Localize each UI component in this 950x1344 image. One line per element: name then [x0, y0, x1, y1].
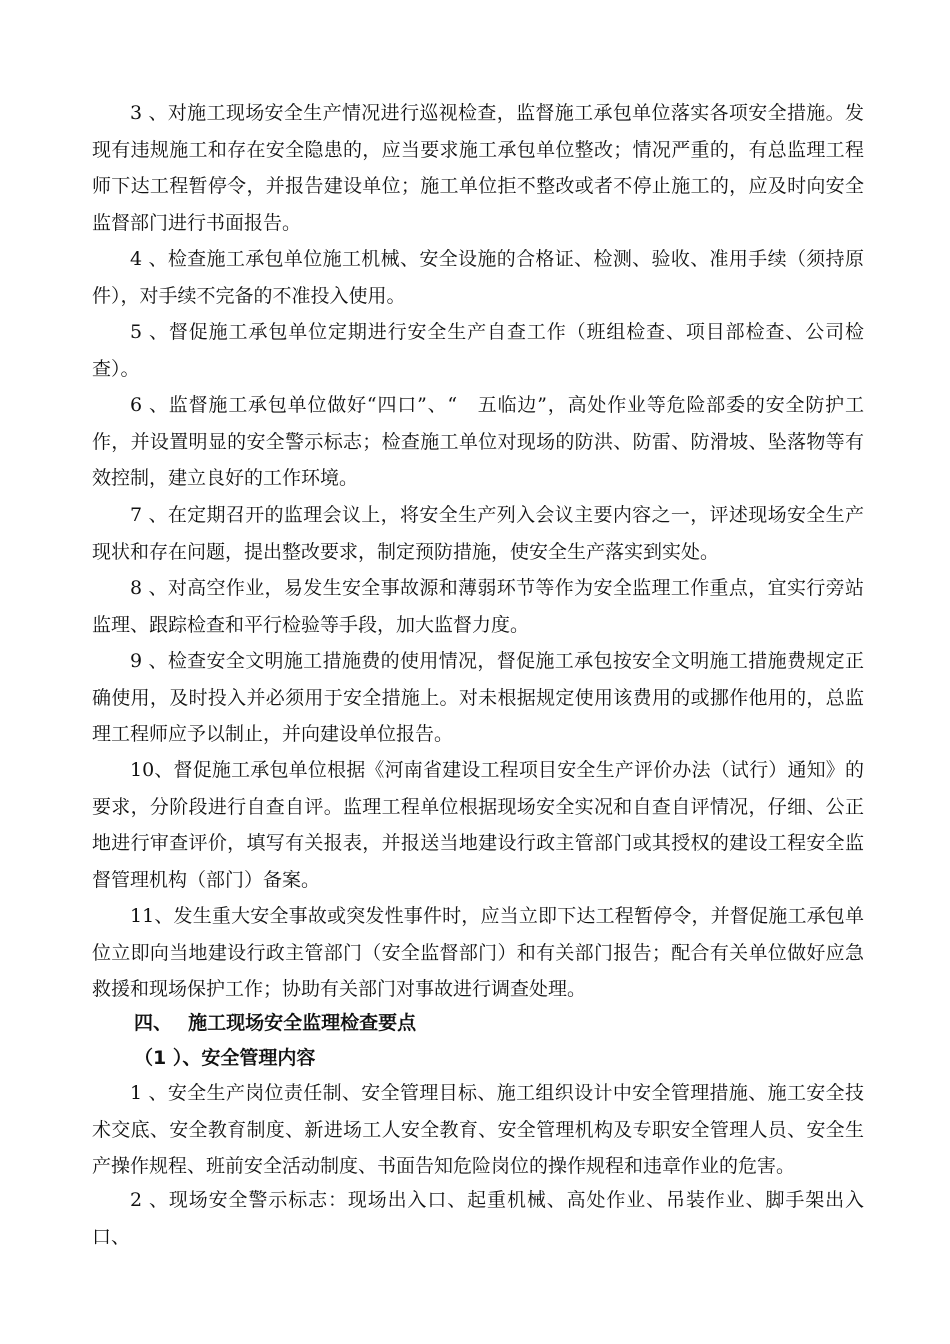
paragraph-item-8: 8 、对高空作业，易发生安全事故源和薄弱环节等作为安全监理工作重点，宜实行旁站监理、跟踪检查和平行检验等手段，加大监督力度。	[92, 577, 864, 636]
subsection-heading: （1 ）、安全管理内容	[134, 1047, 316, 1069]
paragraph-item-9: 9 、检查安全文明施工措施费的使用情况，督促施工承包按安全文明施工措施费规定正确使用，及时投入并必须用于安全措施上。对未根据规定使用该费用的或挪作他用的，总监理工程师应予以制止，并向建设单位报告。	[92, 650, 864, 745]
paragraph-item-11: 11、发生重大安全事故或突发性事件时，应当立即下达工程暂停令，并督促施工承包单位立即向当地建设行政主管部门（安全监督部门）和有关部门报告；配合有关单位做好应急救援和现场保护工作；协助有关部门对事故进行调查处理。	[92, 905, 864, 1000]
section-heading: 四、 施工现场安全监理检查要点	[134, 1012, 417, 1034]
paragraph-safety-management-1: 1 、安全生产岗位责任制、安全管理目标、施工组织设计中安全管理措施、施工安全技术交底、安全教育制度、新进场工人安全教育、安全管理机构及专职安全管理人员、安全生产操作规程、班前安全活动制度、书面告知危险岗位的操作规程和违章作业的危害。	[92, 1082, 864, 1177]
paragraph-item-3: 3 、对施工现场安全生产情况进行巡视检查，监督施工承包单位落实各项安全措施。发现有违规施工和存在安全隐患的，应当要求施工承包单位整改；情况严重的，有总监理工程师下达工程暂停令，并报告建设单位；施工单位拒不整改或者不停止施工的，应及时向安全监督部门进行书面报告。	[92, 102, 864, 234]
paragraph-item-7: 7 、在定期召开的监理会议上，将安全生产列入会议主要内容之一，评述现场安全生产现状和存在问题，提出整改要求，制定预防措施，使安全生产落实到实处。	[92, 504, 864, 563]
paragraph-item-6: 6 、监督施工承包单位做好“四口”、“ 五临边”，高处作业等危险部委的安全防护工作，并设置明显的安全警示标志；检查施工单位对现场的防洪、防雷、防滑坡、坠落物等有效控制，建立良好的工作环境。	[92, 394, 864, 489]
paragraph-item-5: 5 、督促施工承包单位定期进行安全生产自查工作（班组检查、项目部检查、公司检查）。	[92, 321, 864, 380]
paragraph-item-10: 10、督促施工承包单位根据《河南省建设工程项目安全生产评价办法（试行）通知》的要求，分阶段进行自查自评。监理工程单位根据现场安全实况和自查自评情况，仔细、公正地进行审查评价，填写有关报表，并报送当地建设行政主管部门或其授权的建设工程安全监督管理机构（部门）备案。	[92, 759, 864, 891]
paragraph-safety-management-2: 2 、现场安全警示标志：现场出入口、起重机械、高处作业、吊装作业、脚手架出入口、	[92, 1189, 864, 1248]
paragraph-item-4: 4 、检查施工承包单位施工机械、安全设施的合格证、检测、验收、准用手续（须持原件），对手续不完备的不准投入使用。	[92, 248, 864, 307]
